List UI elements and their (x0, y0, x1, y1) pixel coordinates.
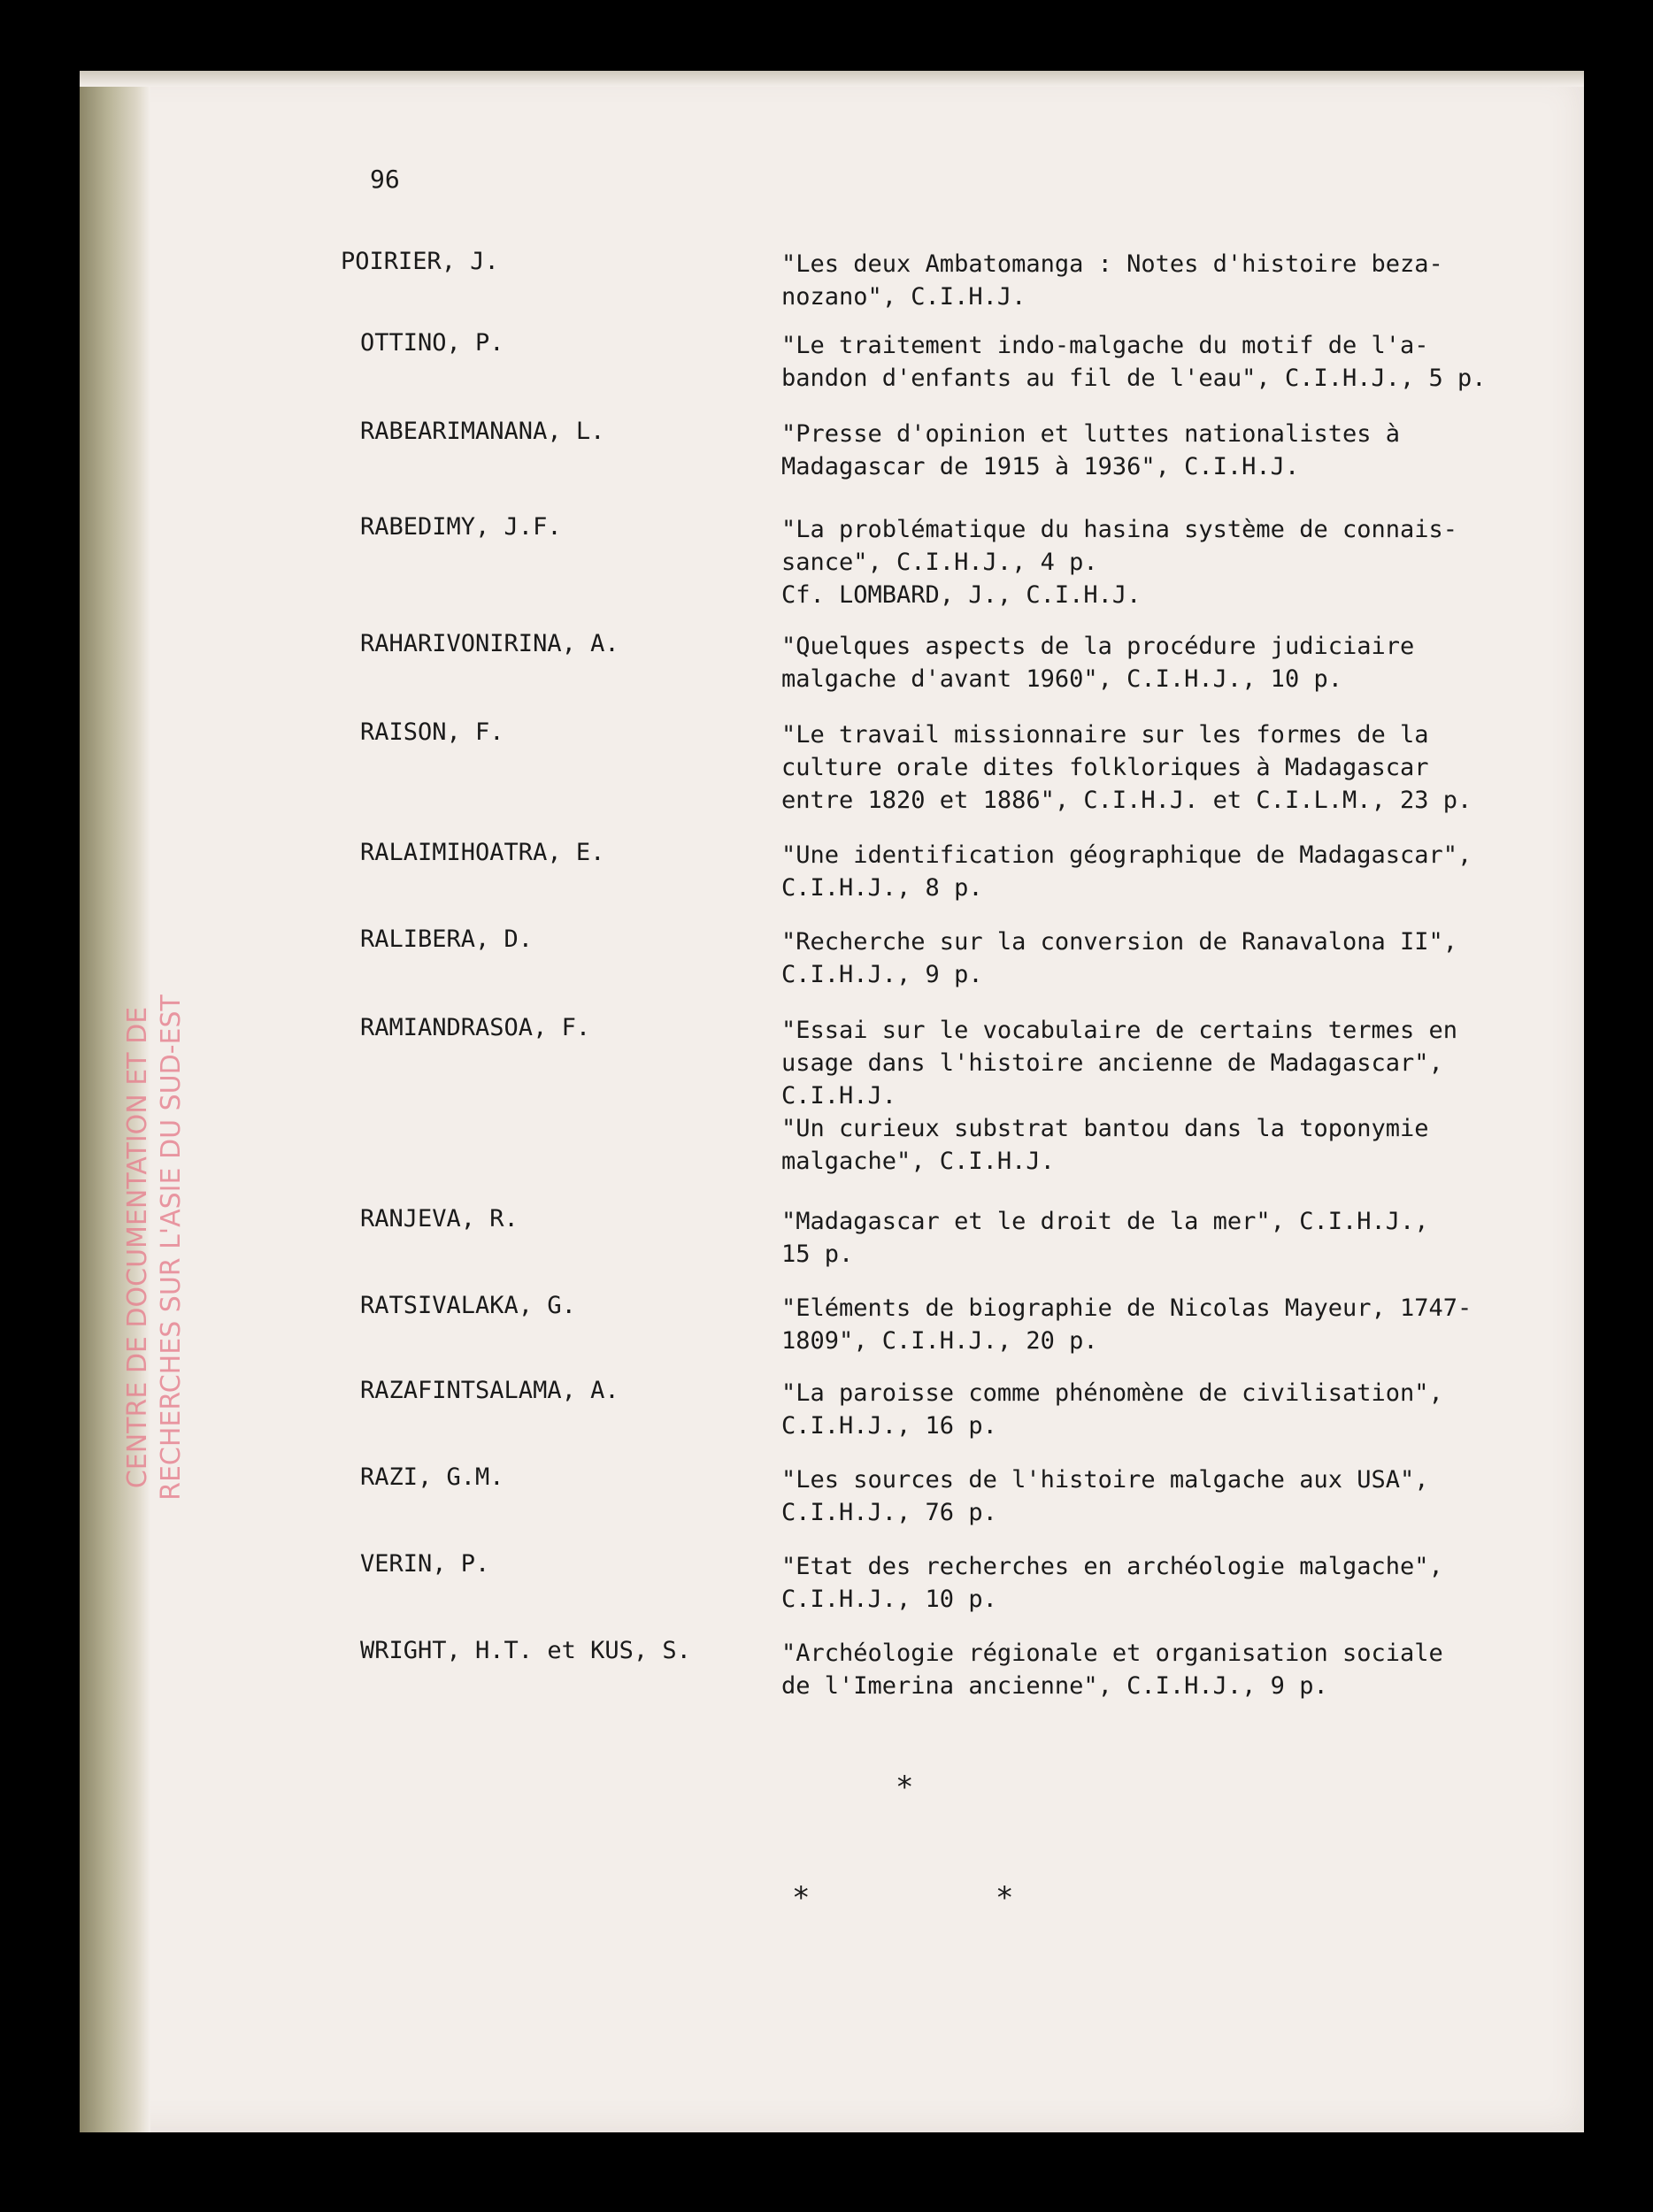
entry-author: RATSIVALAKA, G. (360, 1292, 576, 1319)
reference-line: entre 1820 et 1886", C.I.H.J. et C.I.L.M., 23 p. (781, 787, 1472, 814)
entry-reference (781, 839, 1507, 904)
reference-line: de l'Imerina ancienne", C.I.H.J., 9 p. (781, 1672, 1328, 1700)
entry-author: RAISON, F. (360, 718, 504, 746)
reference-line: "Eléments de biographie de Nicolas Mayeur, 1747- (781, 1294, 1472, 1322)
reference-line: nozano", C.I.H.J. (781, 283, 1026, 311)
asterisk-top: * (896, 1770, 914, 1805)
reference-line: "Archéologie régionale et organisation sociale (781, 1640, 1443, 1667)
entry-author: POIRIER, J. (341, 248, 499, 275)
entry-author: RALIBERA, D. (360, 926, 534, 953)
reference-line: "Presse d'opinion et luttes nationalistes à (781, 420, 1400, 448)
entry-reference (781, 418, 1507, 483)
asterisk-right: * (996, 1880, 1014, 1916)
reference-line: "La problématique du hasina système de connais- (781, 516, 1458, 543)
entry-reference (781, 329, 1507, 395)
page-top-edge (80, 71, 1584, 87)
reference-line: bandon d'enfants au fil de l'eau", C.I.H.J., 5 p. (781, 365, 1487, 392)
library-stamp (88, 964, 221, 1531)
entry-author: RALAIMIHOATRA, E. (360, 839, 605, 866)
entry-author: RABEDIMY, J.F. (360, 513, 562, 541)
entry-reference (781, 1550, 1507, 1616)
reference-line: 15 p. (781, 1240, 854, 1268)
entry-reference (781, 926, 1507, 991)
entry-author: RANJEVA, R. (360, 1205, 519, 1233)
stamp-line-2: RECHERCHES SUR L'ASIE DU SUD-EST (156, 995, 187, 1501)
entry-author: RAHARIVONIRINA, A. (360, 630, 619, 657)
reference-line: malgache d'avant 1960", C.I.H.J., 10 p. (781, 665, 1342, 693)
entry-author: OTTINO, P. (360, 329, 504, 357)
reference-line: sance", C.I.H.J., 4 p. (781, 549, 1098, 576)
entry-reference (781, 718, 1507, 817)
entry-reference (781, 1014, 1507, 1178)
reference-line: "Madagascar et le droit de la mer", C.I.H.J., (781, 1208, 1429, 1235)
reference-line: Madagascar de 1915 à 1936", C.I.H.J. (781, 453, 1300, 480)
entry-reference (781, 1377, 1507, 1442)
reference-line: "La paroisse comme phénomène de civilisation", (781, 1379, 1443, 1407)
reference-line: culture orale dites folkloriques à Madagascar (781, 754, 1429, 781)
entry-author: VERIN, P. (360, 1550, 490, 1578)
entry-reference (781, 1205, 1507, 1271)
reference-line: "Les deux Ambatomanga : Notes d'histoire beza- (781, 250, 1443, 278)
entry-author: RAMIANDRASOA, F. (360, 1014, 591, 1041)
reference-line: malgache", C.I.H.J. (781, 1148, 1055, 1175)
stamp-line-1: CENTRE DE DOCUMENTATION ET DE (122, 1006, 153, 1489)
reference-line: Cf. LOMBARD, J., C.I.H.J. (781, 581, 1142, 609)
reference-line: 1809", C.I.H.J., 20 p. (781, 1327, 1098, 1355)
entry-author: RABEARIMANANA, L. (360, 418, 605, 445)
entry-author: RAZI, G.M. (360, 1463, 504, 1491)
reference-line: C.I.H.J., 10 p. (781, 1586, 997, 1613)
entry-reference (781, 248, 1507, 313)
entry-reference (781, 1637, 1507, 1702)
reference-line: "Un curieux substrat bantou dans la toponymie (781, 1115, 1429, 1142)
asterisk-left: * (792, 1880, 811, 1916)
reference-line: "Quelques aspects de la procédure judiciaire (781, 633, 1415, 660)
entry-reference (781, 1463, 1507, 1529)
reference-line: "Une identification géographique de Madagascar", (781, 841, 1472, 869)
reference-line: "Etat des recherches en archéologie malgache", (781, 1553, 1443, 1580)
reference-line: C.I.H.J. (781, 1082, 897, 1110)
reference-line: usage dans l'histoire ancienne de Madagascar", (781, 1049, 1443, 1077)
entry-reference (781, 630, 1507, 695)
reference-line: C.I.H.J., 76 p. (781, 1499, 997, 1526)
page-number: 96 (370, 165, 400, 194)
reference-line: "Le traitement indo-malgache du motif de l'a- (781, 332, 1429, 359)
reference-line: "Recherche sur la conversion de Ranavalona II", (781, 928, 1458, 956)
entry-author: WRIGHT, H.T. et KUS, S. (360, 1637, 691, 1664)
reference-line: C.I.H.J., 8 p. (781, 874, 983, 902)
entry-author: RAZAFINTSALAMA, A. (360, 1377, 619, 1404)
reference-line: C.I.H.J., 16 p. (781, 1412, 997, 1440)
reference-line: "Essai sur le vocabulaire de certains termes en (781, 1017, 1458, 1044)
reference-line: "Les sources de l'histoire malgache aux USA", (781, 1466, 1429, 1494)
reference-line: C.I.H.J., 9 p. (781, 961, 983, 988)
entry-reference (781, 1292, 1507, 1357)
entry-reference (781, 513, 1507, 611)
reference-line: "Le travail missionnaire sur les formes de la (781, 721, 1429, 749)
